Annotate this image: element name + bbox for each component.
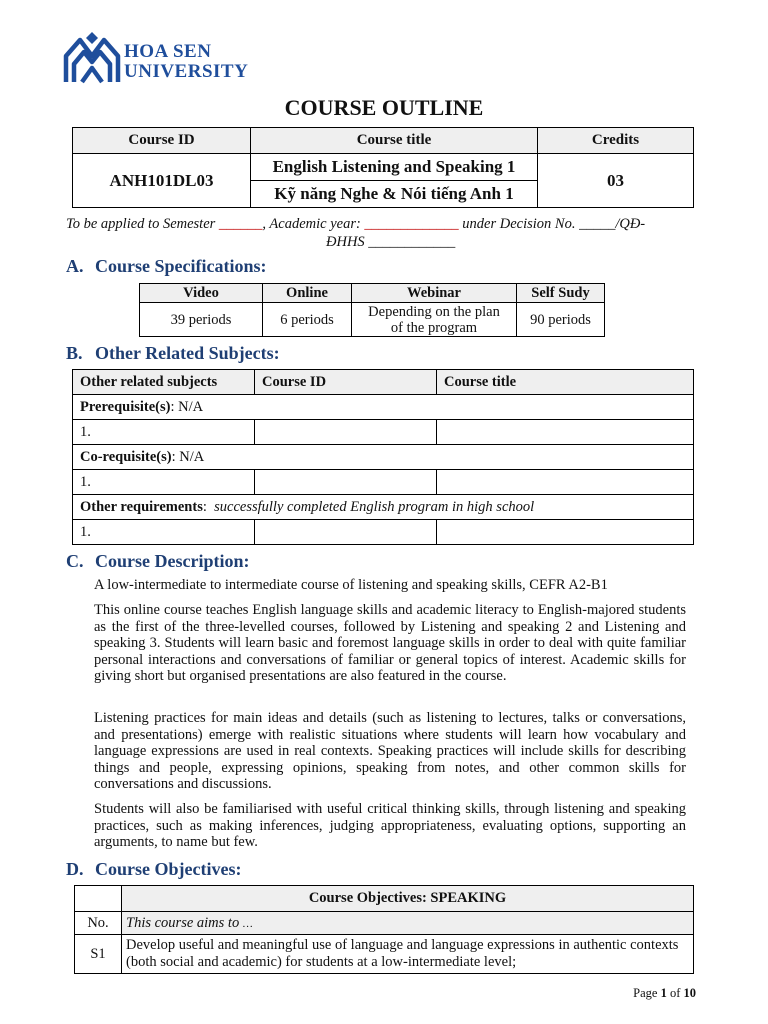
other-requirements-title-cell	[437, 520, 694, 545]
course-id-value: ANH101DL03	[73, 154, 251, 208]
objectives-aims-ellipsis: …	[242, 917, 253, 930]
prerequisite-value: : N/A	[170, 398, 204, 415]
prerequisite-label: Prerequisite(s)	[80, 398, 171, 415]
objectives-speaking-header: Course Objectives: SPEAKING	[122, 886, 694, 912]
related-subjects-table	[72, 369, 694, 545]
footer-of-word: of	[666, 986, 684, 1000]
semester-blank: ______	[218, 216, 263, 232]
description-paragraph-4: Students will also be familiarised with useful critical thinking skills, through listening and speaking practices, such as making inferences, judging appropriateness, evaluating options, supporting an arguments, to name but few.	[94, 801, 686, 850]
description-paragraph-3: Listening practices for main ideas and details (such as listening to lectures, talks or conversations, and presentations) emerge with realistic situations where students will learn how vocabulary and language expressions are used in real contexts. Speaking practices will include skills for describing things and people, expressing opinions, speaking from notes, and other common skills for conversations and discussions.	[94, 710, 686, 792]
applied-semester-note	[66, 215, 696, 251]
section-a-letter: A.	[66, 256, 84, 276]
other-requirements-item: 1.	[73, 520, 255, 545]
lotus-logo-icon	[62, 30, 122, 86]
course-title-english: English Listening and Speaking 1	[251, 154, 538, 181]
section-d-letter: D.	[66, 859, 84, 879]
corequisite-item: 1.	[73, 470, 255, 495]
applied-text-3: under Decision No. _____/QĐ-	[458, 216, 646, 232]
prerequisite-item: 1.	[73, 420, 255, 445]
corequisite-id-cell	[255, 470, 437, 495]
applied-text-2: , Academic year:	[262, 216, 365, 232]
objectives-aims-cell	[122, 912, 694, 935]
section-d-title: Course Objectives:	[95, 859, 242, 879]
related-subjects-header: Other related subjects	[73, 370, 255, 395]
prerequisite-row	[73, 395, 694, 420]
corequisite-label: Co-requisite(s)	[80, 448, 172, 465]
spec-video-header: Video	[140, 284, 263, 303]
applied-text-1: To be applied to Semester	[66, 216, 219, 232]
description-paragraph-1: A low-intermediate to intermediate course of listening and speaking skills, CEFR A2-B1	[94, 577, 608, 593]
prerequisite-title-cell	[437, 420, 694, 445]
objectives-aims-text: This course aims to	[126, 914, 243, 931]
course-objectives-table	[74, 885, 694, 974]
spec-webinar-header: Webinar	[352, 284, 517, 303]
footer-page-number: 1	[660, 986, 667, 1000]
credits-header: Credits	[538, 128, 694, 154]
section-a-heading	[66, 256, 266, 277]
footer-page-total: 10	[683, 986, 696, 1000]
university-name-line2: UNIVERSITY	[124, 61, 249, 82]
other-requirements-id-cell	[255, 520, 437, 545]
section-c-heading	[66, 551, 249, 572]
section-d-heading	[66, 859, 241, 880]
spec-online-value: 6 periods	[263, 303, 352, 337]
spec-online-header: Online	[263, 284, 352, 303]
footer-page-word: Page	[633, 986, 661, 1000]
spec-webinar-value	[352, 303, 517, 337]
other-requirements-label: Other requirements	[80, 498, 203, 515]
university-name-line1: HOA SEN	[124, 41, 212, 62]
applied-text-line2: ĐHHS ____________	[326, 234, 456, 250]
section-c-title: Course Description:	[95, 551, 250, 571]
corequisite-row	[73, 445, 694, 470]
course-info-table	[72, 127, 694, 208]
spec-self-study-header: Self Sudy	[517, 284, 605, 303]
corequisite-title-cell	[437, 470, 694, 495]
spec-video-value: 39 periods	[140, 303, 263, 337]
section-c-letter: C.	[66, 551, 84, 571]
other-requirements-value: successfully completed English program in high school	[214, 498, 535, 515]
related-course-id-header: Course ID	[255, 370, 437, 395]
university-logo	[62, 30, 262, 86]
objective-s1-no: S1	[75, 935, 122, 974]
document-title: COURSE OUTLINE	[284, 95, 484, 120]
other-requirements-sep: :	[202, 498, 215, 515]
objective-s1-text: Develop useful and meaningful use of language and language expressions in authentic contexts (both social and academic) for students at a low-intermediate level;	[122, 935, 694, 974]
corequisite-value: : N/A	[171, 448, 205, 465]
page-footer	[633, 986, 696, 1001]
section-b-heading	[66, 343, 280, 364]
course-title-header: Course title	[251, 128, 538, 154]
spec-self-study-value: 90 periods	[517, 303, 605, 337]
other-requirements-row	[73, 495, 694, 520]
credits-value: 03	[538, 154, 694, 208]
course-title-vietnamese: Kỹ năng Nghe & Nói tiếng Anh 1	[251, 181, 538, 208]
course-specifications-table	[139, 283, 605, 337]
objectives-no-label: No.	[75, 912, 122, 935]
description-paragraph-2: This online course teaches English language skills and academic literacy to English-majored students as the first of the three-levelled courses, followed by Listening and speaking 2 and Listening and speaking 3. Students will learn basic and foremost language skills in order to deal with quite familiar personal interactions and conversations of familiar or general topics of interest. Academic skills for giving short but organised presentations are also featured in the course.	[94, 602, 686, 684]
course-id-header: Course ID	[73, 128, 251, 154]
objectives-corner-cell	[75, 886, 122, 912]
related-course-title-header: Course title	[437, 370, 694, 395]
section-b-letter: B.	[66, 343, 83, 363]
spec-webinar-line1: Depending on the plan	[368, 303, 500, 320]
section-a-title: Course Specifications:	[95, 256, 267, 276]
section-b-title: Other Related Subjects:	[95, 343, 280, 363]
spec-webinar-line2: of the program	[390, 319, 478, 336]
academic-year-blank: _____________	[364, 216, 459, 232]
prerequisite-id-cell	[255, 420, 437, 445]
university-name	[124, 42, 248, 82]
